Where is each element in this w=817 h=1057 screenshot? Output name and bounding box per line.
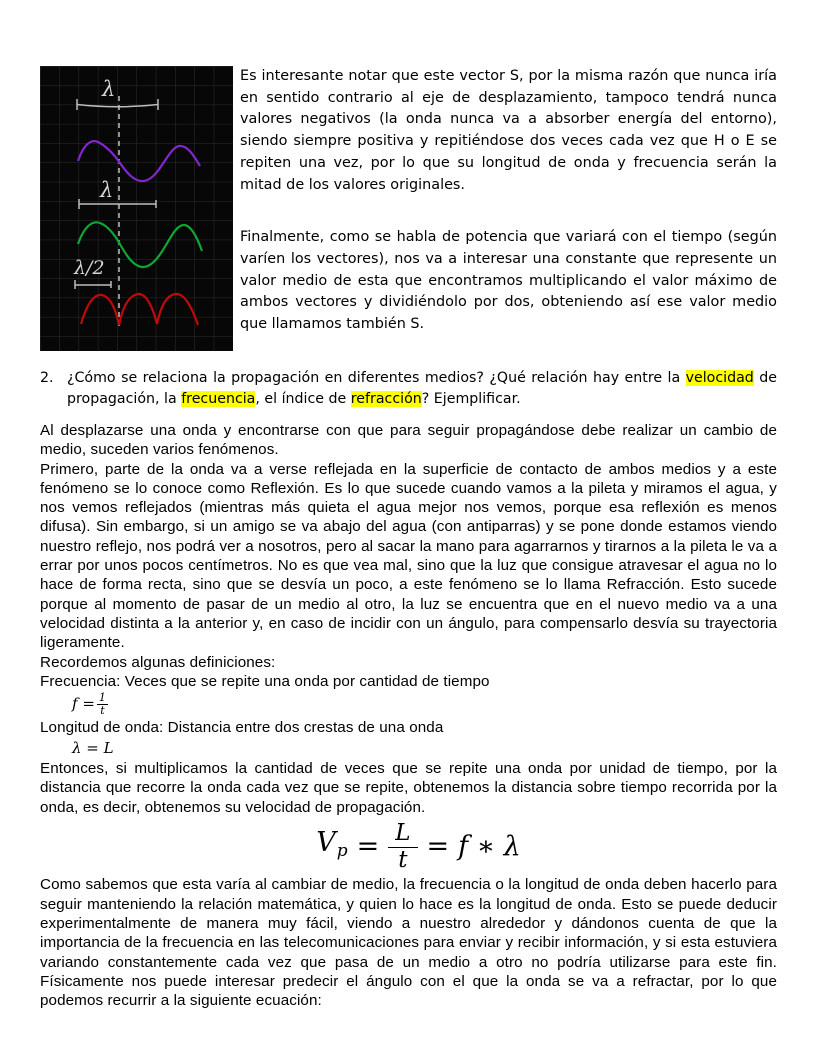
formula-propagation-velocity (60, 821, 777, 874)
top-section (40, 66, 777, 351)
highlight-refraccion: refracción (350, 390, 422, 407)
figure-grid (40, 66, 233, 351)
formula-frequency-lhs: f (72, 694, 78, 713)
vp-equals-1: = (356, 831, 380, 863)
vp-equals-2: = (426, 831, 450, 863)
intro-text-block (240, 66, 777, 336)
fraction-numerator: 1 (98, 691, 106, 705)
question-text-mid1: de propagación, la (67, 370, 777, 407)
question-2 (40, 368, 777, 409)
lambda-half-label: λ/2 (74, 257, 105, 279)
lambda-label-middle: λ (100, 178, 114, 202)
question-text-mid2: , el índice de (255, 390, 351, 407)
lambda-label-top: λ (102, 77, 116, 101)
definition-frequency: Frecuencia: Veces que se repite una onda por cantidad de tiempo (40, 672, 490, 690)
question-text (67, 368, 777, 409)
formula-frequency-equals: = (82, 694, 95, 713)
wave-figure-image (40, 66, 233, 351)
intro-paragraph-1: Es interesante notar que este vector S, por la misma razón que nunca iría en sentido contrario al eje de desplazamiento, tampoco tendrá nunca valores negativos (la onda nunca va a absorber energía del entorno), siendo siempre positiva y repitiéndose dos veces cada vez que H o E se repiten una vez, por lo que su longitud de onda y frecuencia serán la mitad de los valores originales. (240, 68, 777, 193)
vp-rhs: f ∗ λ (458, 831, 521, 863)
formula-wavelength: λ = L (72, 738, 114, 757)
question-number: 2. (40, 370, 54, 386)
highlight-velocidad: velocidad (685, 370, 754, 386)
vp-lhs (316, 826, 348, 861)
fraction-denominator: t (100, 704, 105, 718)
answer-paragraph-3: Recordemos algunas definiciones: (40, 653, 276, 671)
answer-paragraph-1: Al desplazarse una onda y encontrarse con que para seguir propagándose debe realizar un cambio de medio, suceden varios fenómenos. (40, 422, 777, 459)
question-text-post: ? Ejemplificar. (421, 390, 521, 407)
vp-fraction-denominator: t (398, 846, 408, 873)
vp-symbol: V (316, 826, 336, 858)
answer-text-block (40, 421, 777, 1010)
highlight-frecuencia: frecuencia (181, 390, 256, 407)
formula-frequency-fraction (97, 692, 108, 717)
definition-wavelength: Longitud de onda: Distancia entre dos crestas de una onda (40, 719, 444, 737)
answer-paragraph-4: Entonces, si multiplicamos la cantidad de veces que se repite una onda por unidad de tiempo, por la distancia que recorre la onda cada vez que se repite, obtenemos la distancia sobre tiempo recorrida por la onda, es decir, obtenemos su velocidad de propagación. (40, 759, 777, 816)
intro-paragraph-2: Finalmente, como se habla de potencia que variará con el tiempo (según varíen los vectores), nos va a interesar una constante que represente un valor medio de esta que encontramos multiplicando el valor máximo de ambos vectores y dividiéndolo por dos, obteniendo así ese valor medio que llamamos también S. (240, 229, 777, 333)
vp-fraction (388, 821, 417, 874)
answer-paragraph-2: Primero, parte de la onda va a verse reflejada en la superficie de contacto de ambos medios y a este fenómeno se lo conoce como Reflexión. Es lo que sucede cuando vamos a la pileta y miramos el agua, y nos vemos reflejados (mientras más quieta el agua mejor nos vemos, porque esa reflexión es menos difusa). Sin embargo, si un amigo se va abajo del agua (con antiparras) y se pone donde estamos viendo nuestro reflejo, nos podrá ver a nosotros, pero al sacar la mano para agarrarnos y tirarnos a la pileta le va a errar por unos pocos centímetros. No es que vea mal, sino que la luz que consigue atravesar el agua no lo hace de forma recta, sino que se desvía un poco, a este fenómeno se lo llama Refracción. Esto sucede porque al momento de pasar de un medio al otro, la luz se encuentra que en el nuevo medio va a una velocidad distinta a la anterior y, en caso de incidir con un ángulo, para compensarlo desvía su trayectoria ligeramente. (40, 460, 777, 652)
formula-frequency (72, 692, 777, 717)
answer-paragraph-5: Como sabemos que esta varía al cambiar de medio, la frecuencia o la longitud de onda deben hacerlo para seguir manteniendo la relación matemática, y quien lo hace es la longitud de onda. Esto se puede deducir experimentalmente de manera muy fácil, viendo a nuestro alrededor y dándonos cuenta de que la importancia de la frecuencia en las telecomunicaciones para enviar y recibir información, y si esta estuviera variando constantemente cada vez que pasa de un medio a otro no podría utilizarse para este fin. Físicamente nos puede interesar predecir el ángulo con el que la onda se va a refractar, por lo que podemos recurrir a la siguiente ecuación: (40, 876, 777, 1010)
vp-fraction-numerator: L (388, 821, 417, 848)
wave-figure-svg (40, 66, 233, 351)
vp-subscript: p (336, 840, 348, 861)
question-text-pre: ¿Cómo se relaciona la propagación en diferentes medios? ¿Qué relación hay entre la (67, 370, 686, 386)
